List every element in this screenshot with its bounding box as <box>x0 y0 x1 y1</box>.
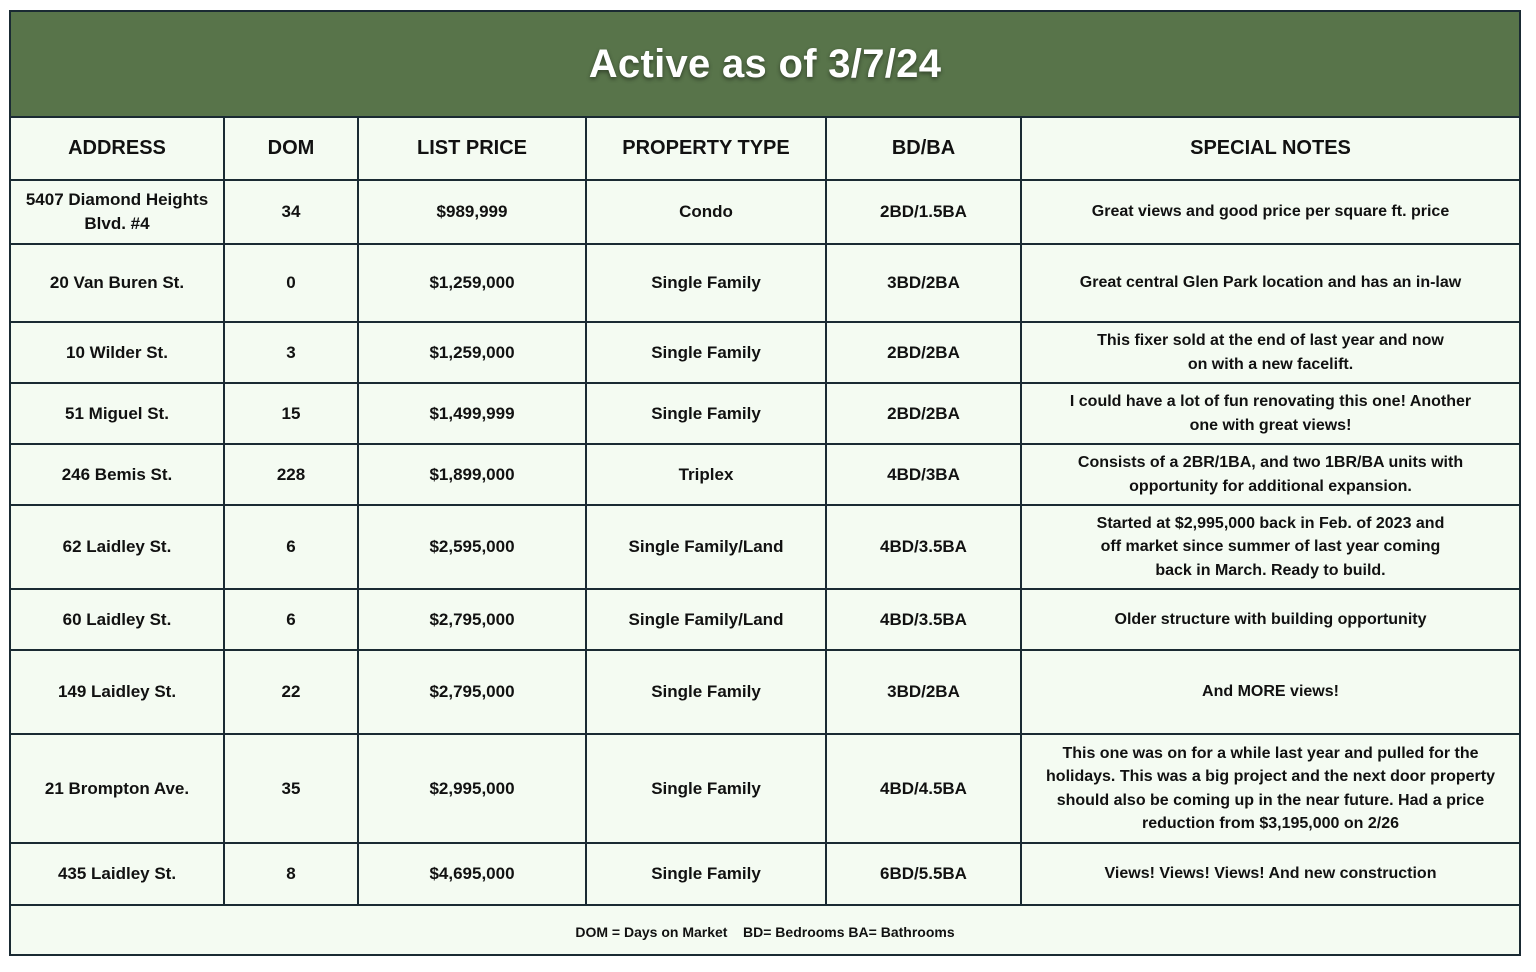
cell-type: Single Family/Land <box>586 505 826 589</box>
cell-address: 60 Laidley St. <box>11 589 224 650</box>
cell-notes: Great central Glen Park location and has an in-law <box>1021 244 1519 322</box>
cell-bdba: 4BD/3BA <box>826 444 1021 505</box>
title-bar <box>11 12 1519 118</box>
cell-price: $2,595,000 <box>358 505 586 589</box>
cell-dom: 6 <box>224 589 358 650</box>
cell-dom: 6 <box>224 505 358 589</box>
table-row <box>11 383 1519 444</box>
cell-notes: Great views and good price per square ft. price <box>1021 180 1519 244</box>
cell-notes: Views! Views! Views! And new construction <box>1021 843 1519 905</box>
cell-type: Condo <box>586 180 826 244</box>
cell-dom: 22 <box>224 650 358 734</box>
cell-bdba: 2BD/2BA <box>826 383 1021 444</box>
header-row <box>11 118 1519 180</box>
cell-notes: This one was on for a while last year and pulled for the holidays. This was a big project and the next door property should also be coming up in the near future. Had a price reduction from $3,195,000 on 2/26 <box>1021 734 1519 843</box>
cell-type: Single Family <box>586 244 826 322</box>
cell-address: 62 Laidley St. <box>11 505 224 589</box>
cell-price: $2,795,000 <box>358 650 586 734</box>
cell-price: $1,259,000 <box>358 322 586 383</box>
cell-notes: Consists of a 2BR/1BA, and two 1BR/BA units with opportunity for additional expansion. <box>1021 444 1519 505</box>
cell-type: Single Family <box>586 843 826 905</box>
header-list-price: LIST PRICE <box>358 118 586 180</box>
cell-notes: Older structure with building opportunity <box>1021 589 1519 650</box>
cell-dom: 3 <box>224 322 358 383</box>
table-row <box>11 650 1519 734</box>
table-row <box>11 589 1519 650</box>
cell-bdba: 3BD/2BA <box>826 244 1021 322</box>
cell-notes: I could have a lot of fun renovating this one! Another one with great views! <box>1021 383 1519 444</box>
table-row <box>11 505 1519 589</box>
cell-dom: 34 <box>224 180 358 244</box>
header-special-notes: SPECIAL NOTES <box>1021 118 1519 180</box>
cell-address: 51 Miguel St. <box>11 383 224 444</box>
cell-notes: This fixer sold at the end of last year and now on with a new facelift. <box>1021 322 1519 383</box>
cell-type: Single Family/Land <box>586 589 826 650</box>
listings-table <box>11 118 1519 906</box>
table-row <box>11 843 1519 905</box>
table-row <box>11 322 1519 383</box>
page-title: Active as of 3/7/24 <box>588 41 942 86</box>
header-property-type: PROPERTY TYPE <box>586 118 826 180</box>
cell-address: 5407 Diamond Heights Blvd. #4 <box>11 180 224 244</box>
cell-dom: 0 <box>224 244 358 322</box>
cell-price: $2,995,000 <box>358 734 586 843</box>
cell-bdba: 4BD/4.5BA <box>826 734 1021 843</box>
table-row <box>11 444 1519 505</box>
cell-type: Single Family <box>586 734 826 843</box>
legend-footnote: DOM = Days on Market BD= Bedrooms BA= Bathrooms <box>575 924 955 940</box>
listings-sheet <box>9 10 1521 956</box>
cell-address: 20 Van Buren St. <box>11 244 224 322</box>
cell-bdba: 4BD/3.5BA <box>826 589 1021 650</box>
cell-bdba: 2BD/1.5BA <box>826 180 1021 244</box>
cell-price: $4,695,000 <box>358 843 586 905</box>
cell-price: $2,795,000 <box>358 589 586 650</box>
cell-notes: And MORE views! <box>1021 650 1519 734</box>
cell-type: Single Family <box>586 650 826 734</box>
table-row <box>11 244 1519 322</box>
table-row <box>11 180 1519 244</box>
cell-type: Triplex <box>586 444 826 505</box>
cell-type: Single Family <box>586 322 826 383</box>
table-row <box>11 734 1519 843</box>
cell-bdba: 3BD/2BA <box>826 650 1021 734</box>
cell-price: $1,499,999 <box>358 383 586 444</box>
cell-bdba: 2BD/2BA <box>826 322 1021 383</box>
cell-dom: 15 <box>224 383 358 444</box>
cell-dom: 228 <box>224 444 358 505</box>
cell-address: 246 Bemis St. <box>11 444 224 505</box>
cell-address: 435 Laidley St. <box>11 843 224 905</box>
cell-dom: 8 <box>224 843 358 905</box>
cell-address: 21 Brompton Ave. <box>11 734 224 843</box>
header-bd-ba: BD/BA <box>826 118 1021 180</box>
cell-bdba: 4BD/3.5BA <box>826 505 1021 589</box>
cell-bdba: 6BD/5.5BA <box>826 843 1021 905</box>
cell-address: 10 Wilder St. <box>11 322 224 383</box>
cell-address: 149 Laidley St. <box>11 650 224 734</box>
header-address: ADDRESS <box>11 118 224 180</box>
cell-price: $989,999 <box>358 180 586 244</box>
cell-type: Single Family <box>586 383 826 444</box>
cell-price: $1,259,000 <box>358 244 586 322</box>
header-dom: DOM <box>224 118 358 180</box>
cell-notes: Started at $2,995,000 back in Feb. of 2023 and off market since summer of last year coming back in March. Ready to build. <box>1021 505 1519 589</box>
cell-price: $1,899,000 <box>358 444 586 505</box>
cell-dom: 35 <box>224 734 358 843</box>
